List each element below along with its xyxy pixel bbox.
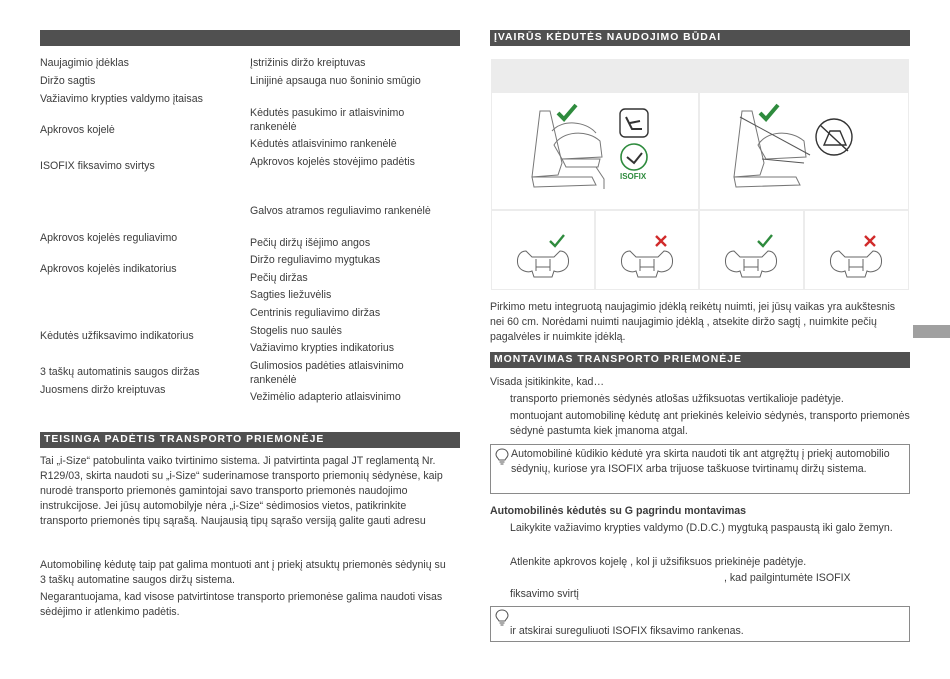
part-label-col2-10: Pečių diržas [250,272,308,284]
subheading-g-base: Automobilinės kėdutės su G pagrindu montavimas [490,505,747,517]
illustration-belt-install [700,93,908,209]
part-label-col2-14: Važiavimo krypties indikatorius [250,342,395,354]
part-label-col2-3: Kėdutės pasukimo ir atlaisvinimo [250,107,405,119]
section-title-usage-modes: ĮVAIRŪS KĖDUTĖS NAUDOJIMO BŪDAI [490,30,910,46]
part-label-col2-12: Centrinis reguliavimo diržas [250,307,381,319]
bullet-seat-upright: transporto priemonės sėdynės atlošas užfiksuotas vertikalioje padėtyje. [510,393,844,405]
check-icon [758,235,772,246]
part-label-col1-10: Juosmens diržo kreiptuvas [40,384,166,396]
part-label-col2-2: Linijinė apsauga nuo šoninio smūgio [250,75,421,87]
note-box-1 [490,444,910,494]
step-isofix-arm: fiksavimo svirtį [510,588,579,600]
part-label-col1-9: 3 taškų automatinis saugos diržas [40,366,200,378]
seat-silhouette-icon [596,211,698,289]
page-side-tab [913,325,950,338]
section-title-correct-position: TEISINGA PADĖTIS TRANSPORTO PRIEMONĖJE [40,432,460,448]
tile-3-ok [700,211,803,289]
part-label-col2-7: Galvos atramos reguliavimo rankenėlė [250,205,431,217]
part-label-col2-9: Diržo reguliavimo mygtukas [250,254,381,266]
part-label-col2-11: Sagties liežuvėlis [250,289,332,301]
check-icon [760,105,778,119]
tile-4-no [805,211,908,289]
illustration-isofix-install [492,93,698,209]
part-label-col2-16: rankenėlė [250,374,297,386]
top-left-header-bar [40,30,460,46]
cross-icon [865,236,875,246]
part-label-col2-6: Apkrovos kojelės stovėjimo padėtis [250,156,415,168]
usage-illustration-panel [491,59,909,290]
tile-1-ok [492,211,594,289]
paragraph-not-guaranteed: Negarantuojama, kad visose patvirtintose transporto priemonėse galima naudoti visas sėdėjimo ir atlenkimo padėtis. [40,591,443,618]
tile-2-no [596,211,698,289]
paragraph-i-size: Tai „i-Size“ patobulinta vaiko tvirtinimo sistema. Ji patvirtinta pagal JT reglamentą Nr. R129/03, skirta naudoti su „i-Size“ suderinamose transporto priemonių sėdynėse, kaip nurodė transporto priemonės gamintojai savo transporto priemonės naudojimo instrukcijose. Jei jūsų automobilyje nėra „i-Size“ sėdimosios vietos, patikrinkite transporto priemonės tipų sąrašą. Naujausią tipų sąrašo versiją galite gauti adresu [40,455,443,527]
part-label-col2-15: Gulimosios padėties atlaisvinimo [250,360,404,372]
lightbulb-icon [495,609,509,627]
part-label-col1-6: Apkrovos kojelės reguliavimo [40,232,178,244]
part-label-col1-8: Kėdutės užfiksavimo indikatorius [40,330,194,342]
part-label-col2-5: Kėdutės atlaisvinimo rankenėlė [250,138,397,150]
part-label-col2-13: Stogelis nuo saulės [250,325,342,337]
note-1-text: Automobilinė kūdikio kėdutė yra skirta naudoti tik ant atgręžtų į priekį automobilio sėdynių, kuriose yra ISOFIX arba trijuose taškuose tvirtinamų diržų sistema. [511,448,890,475]
part-label-col1-3: Važiavimo krypties valdymo įtaisas [40,93,203,105]
isofix-icon [621,144,647,170]
check-icon [550,235,564,246]
part-label-col2-17: Vežimėlio adapterio atlaisvinimo [250,391,401,403]
part-label-col1-5: ISOFIX fiksavimo svirtys [40,160,155,172]
part-label-col2-4: rankenėlė [250,121,297,133]
check-icon [558,105,576,119]
lightbulb-icon [495,448,509,466]
note-box-2 [490,606,910,642]
car-seat-belt-illustration [700,93,908,209]
step-ddc-button: Laikykite važiavimo krypties valdymo (D.D.C.) mygtuką paspaustą iki galo žemyn. [510,522,893,534]
part-label-col2-1: Įstrižinis diržo kreiptuvas [250,57,366,69]
part-label-col2-8: Pečių diržų išėjimo angos [250,237,371,249]
seat-silhouette-icon [805,211,907,289]
part-label-col1-2: Diržo sagtis [40,75,96,87]
section-title-vehicle-install: MONTAVIMAS TRANSPORTO PRIEMONĖJE [490,352,910,368]
part-label-col1-1: Naujagimio įdėklas [40,57,129,69]
seat-silhouette-icon [700,211,802,289]
step-load-leg: Atlenkite apkrovos kojelę , kol ji užsifiksuos priekinėje padėtyje. [510,556,807,568]
always-check-text: Visada įsitikinkite, kad… [490,376,605,388]
paragraph-newborn-insert: Pirkimo metu integruotą naujagimio įdėklą reikėtų nuimti, jei jūsų vaikas yra aukštesnis nei 60 cm. Norėdami nuimti naujagimio įdėklą , atsekite diržo sagtį , nuimkite pečių pagalvėles ir nuimkite įdėklą. [490,301,896,343]
cross-icon [656,236,666,246]
seat-silhouette-icon [492,211,594,289]
isofix-label: ISOFIX [620,172,647,181]
note-2-text: ir atskirai sureguliuoti ISOFIX fiksavimo rankenas. [510,625,744,637]
car-seat-isofix-illustration [492,93,698,209]
part-label-col1-7: Apkrovos kojelės indikatorius [40,263,177,275]
step-isofix-extend: , kad pailgintumėte ISOFIX [724,572,851,584]
paragraph-3-point: Automobilinę kėdutę taip pat galima montuoti ant į priekį atsuktų priemonės sėdynių su 3 taškų automatine saugos diržų sistema. [40,559,446,586]
part-label-col1-4: Apkrovos kojelė [40,124,115,136]
bullet-seat-back: montuojant automobilinę kėdutę ant priekinės keleivio sėdynės, transporto priemonės sėdynė pastumta kiek įmanoma atgal. [510,410,910,437]
